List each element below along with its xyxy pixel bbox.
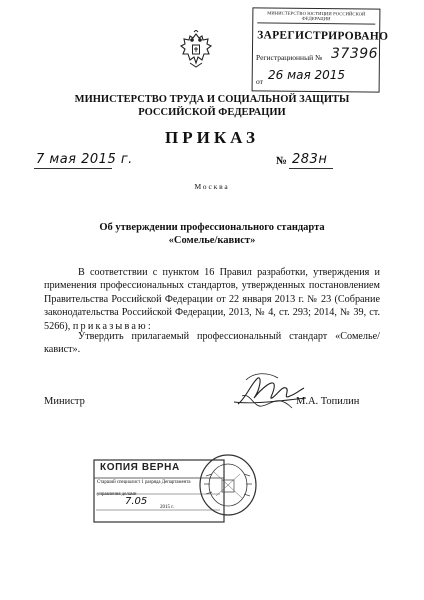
body-paragraph-2: Утвердить прилагаемый профессиональный стандарт «Сомелье/кавист». (44, 331, 380, 356)
city: Москва (194, 182, 230, 191)
stamp-date-value: 26 мая 2015 (268, 68, 346, 82)
stamp-reg-label: Регистрационный № (256, 53, 323, 62)
paragraph-1-order-word: приказываю: (72, 320, 153, 332)
order-number: 283н (292, 152, 328, 167)
copy-stamp-year: 2015 г. (160, 505, 174, 510)
round-seal (196, 452, 260, 518)
number-sign: № (276, 155, 288, 167)
copy-stamp-department: управления делами (97, 492, 137, 497)
stamp-reg-number: 37396 (331, 46, 379, 62)
signatory-name: М.А. Топилин (296, 396, 360, 407)
ministry-name-line1: МИНИСТЕРСТВО ТРУДА И СОЦИАЛЬНОЙ ЗАЩИТЫ (74, 94, 350, 105)
body-paragraph-1 (44, 266, 380, 333)
title-line1: Об утверждении профессионального стандарта (99, 222, 325, 233)
ministry-name-line2: РОССИЙСКОЙ ФЕДЕРАЦИИ (138, 107, 286, 118)
document-title (0, 221, 424, 247)
paragraph-1-text: В соответствии с пунктом 16 Правил разработки, утверждения и применения профессиональных стандартов, утвержденных постановлением Правительства Российской Федерации от 22 января 2013 г. № 23 (Собрание законодательства Российской Федерации, 2013, № 4, ст. 293; 2014, № 39, ст. 5266), (44, 267, 380, 332)
title-line2: «Сомелье/кавист» (168, 235, 256, 246)
coat-of-arms-icon (178, 30, 214, 70)
signatory-role: Министр (44, 396, 85, 407)
stamp-date-label: от (256, 77, 263, 86)
stamp-ministry: МИНИСТЕРСТВО ЮСТИЦИИ РОССИЙСКОЙ ФЕДЕРАЦИИ (257, 10, 375, 24)
handwritten-signature (232, 368, 308, 418)
order-date: 7 мая 2015 г. (36, 152, 133, 167)
stamp-registered-title: ЗАРЕГИСТРИРОВАНО (257, 29, 389, 43)
copy-stamp-position: Старший специалист 1 разряда Департамента (97, 480, 191, 485)
document-type-heading: ПРИКАЗ (165, 128, 259, 147)
copy-stamp-title: КОПИЯ ВЕРНА (100, 462, 180, 473)
number-underline (289, 168, 333, 169)
copy-stamp-date: 7.05 (125, 496, 148, 507)
date-underline (34, 168, 112, 169)
